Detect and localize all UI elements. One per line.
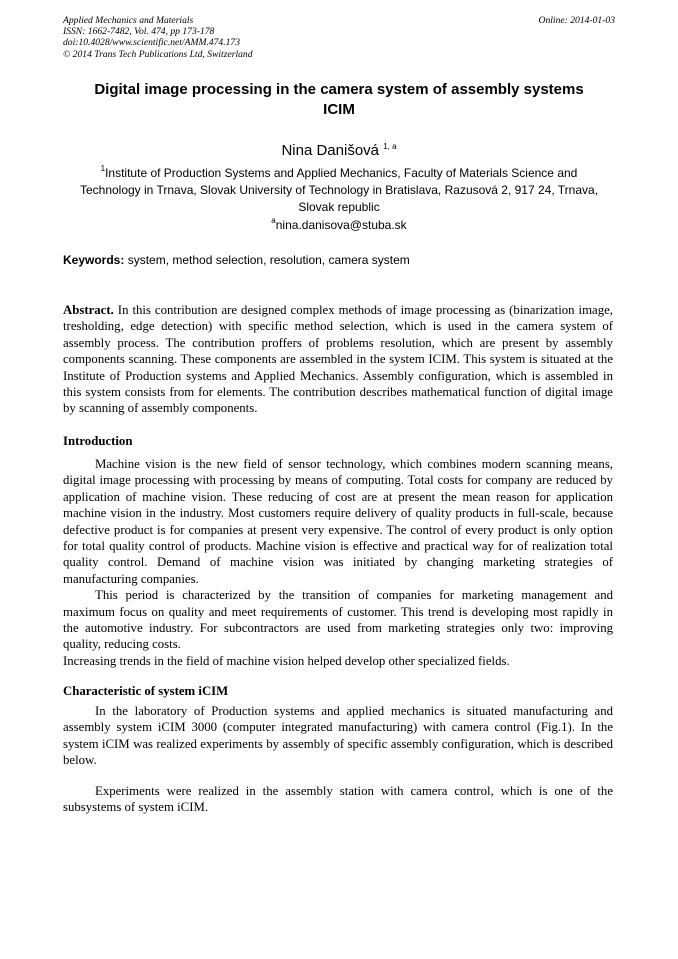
abstract-text: In this contribution are designed complex methods of image processing as (binarization image, tresholding, edge detection) with specific method selection, which is used in the camera system of assembly process. The contribution proffers of problems resolution, which are present by assembly components scanning. These components are assembled in the system ICIM. This system is situated at the Institute of Production systems and Applied Mechanics. Assembly configuration, which is assembled in this system consists from for elements. The contribution describes mathematical function of digital image by scanning of assembly components. bbox=[63, 303, 613, 416]
title-line-2: ICIM bbox=[323, 101, 355, 118]
issn-line: ISSN: 1662-7482, Vol. 474, pp 173-178 bbox=[63, 26, 215, 38]
characteristic-body bbox=[63, 703, 613, 769]
introduction-paragraph-2: This period is characterized by the transition of companies for marketing management and maximum focus on quality and meet requirements of customer. This trend is developing most rapidly in the automotive industry. For subcontractors are used from marketing strategies only two: improving quality, reducing costs. bbox=[63, 588, 613, 652]
abstract-label: Abstract. bbox=[63, 303, 114, 317]
affiliation-line-3: Slovak republic bbox=[298, 200, 380, 214]
online-date: Online: 2014-01-03 bbox=[538, 15, 615, 26]
copyright-line: © 2014 Trans Tech Publications Ltd, Switzerland bbox=[63, 48, 253, 60]
email-address: nina.danisova@stuba.sk bbox=[275, 218, 407, 232]
keywords bbox=[63, 252, 615, 268]
characteristic-heading: Characteristic of system iCIM bbox=[63, 684, 229, 698]
introduction-body bbox=[63, 456, 613, 669]
author-line bbox=[63, 142, 615, 160]
characteristic-paragraph-1: In the laboratory of Production systems and applied mechanics is situated manufacturing and assembly system iCIM 3000 (computer integrated manufacturing) with camera control (Fig.1). In the system iCIM was realized experiments by assembly of specific assembly configuration, which is described below. bbox=[63, 704, 613, 768]
affiliation-line-1: $^1$Institute of Production Systems and Applied Mechanics, Faculty of Materials Science and bbox=[100, 164, 578, 180]
characteristic-paragraph-2: Experiments were realized in the assembly station with camera control, which is one of the subsystems of system iCIM. bbox=[63, 784, 613, 815]
doi-line: doi:10.4028/www.scientific.net/AMM.474.173 bbox=[63, 37, 241, 49]
affiliation-line-2: Technology in Trnava, Slovak University of Technology in Bratislava, Razusová 2, 917 24, Trnava, bbox=[79, 183, 599, 197]
journal-name: Applied Mechanics and Materials bbox=[63, 15, 194, 26]
title-line-1: Digital image processing in the camera system of assembly systems bbox=[94, 81, 584, 98]
author-email bbox=[63, 217, 615, 233]
introduction-paragraph-1: Machine vision is the new field of sensor technology, which combines modern scanning means, digital image processing with processing by means of computing. Total costs for company are reduced by application of machine vision. These reducing of cost are at present the mean reason for application machine vision in the industry. Most customers require delivery of quality products in full-scale, because defective product is for companies at present very expensive. The control of every product is only option for total quality control of products. Machine vision is effective and practical way for of realization total quality control. Demand of machine vision was initiated by changing marketing strategies of manufacturing companies. bbox=[63, 457, 613, 586]
keywords-text: system, method selection, resolution, camera system bbox=[124, 253, 410, 267]
email-superscript: a bbox=[271, 216, 276, 225]
introduction-paragraph-3: Increasing trends in the field of machine vision helped develop other specialized fields. bbox=[63, 653, 510, 668]
affiliation bbox=[63, 165, 615, 216]
keywords-label: Keywords: bbox=[63, 253, 125, 267]
author-superscript: 1, a bbox=[383, 142, 397, 151]
introduction-heading: Introduction bbox=[63, 434, 133, 448]
paper-title bbox=[63, 80, 615, 120]
affiliation-superscript: 1 bbox=[100, 164, 106, 173]
journal-header bbox=[63, 15, 615, 60]
author-name: Nina Danišová bbox=[281, 142, 380, 159]
characteristic-body-2 bbox=[63, 783, 613, 816]
abstract bbox=[63, 302, 613, 417]
